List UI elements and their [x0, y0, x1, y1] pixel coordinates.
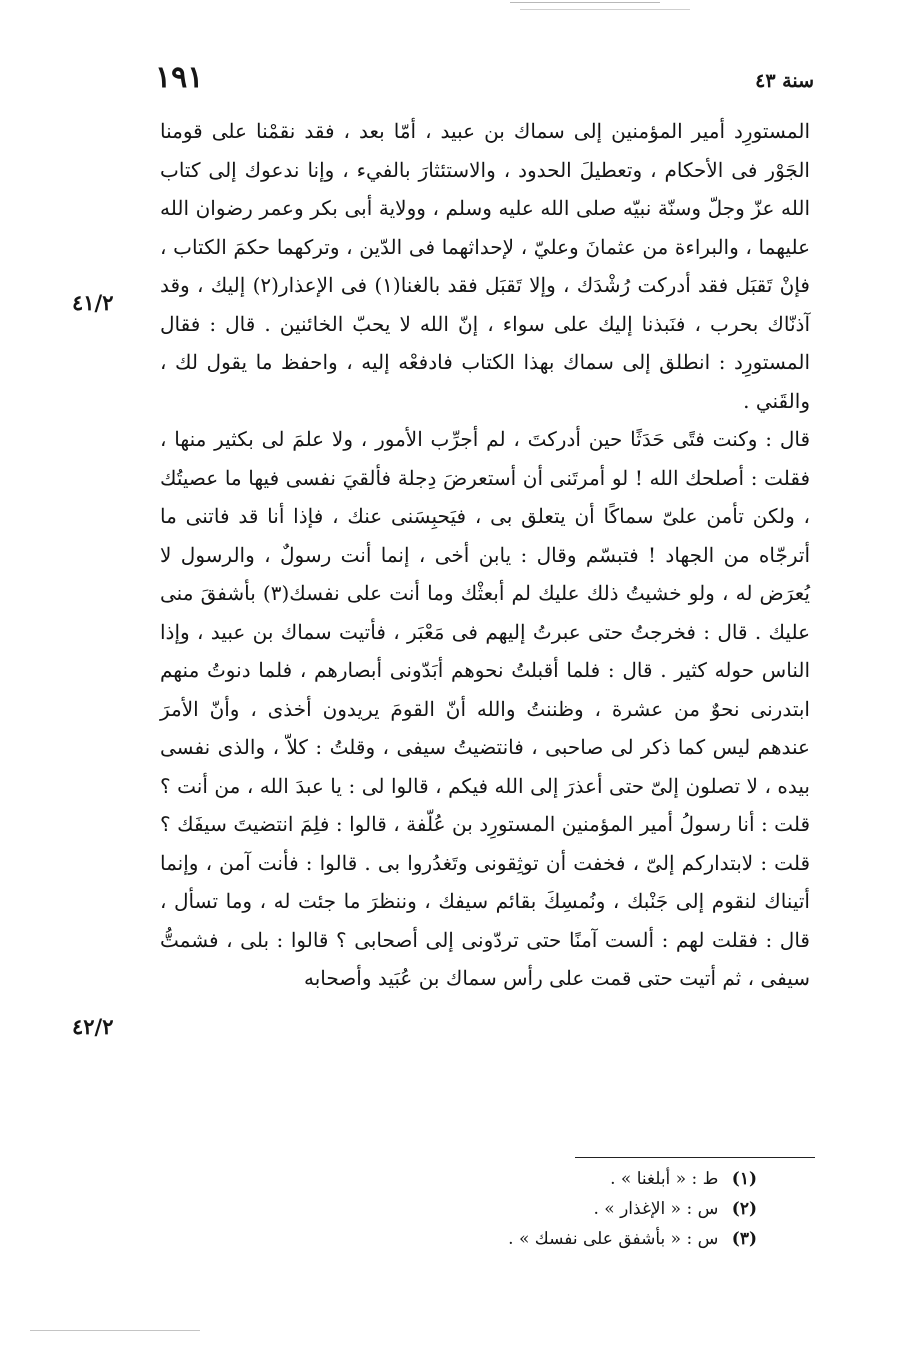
footnote-separator	[575, 1157, 815, 1158]
footnote-number: (٣)	[731, 1229, 757, 1249]
page-number: ١٩١	[155, 60, 204, 95]
running-head: سنة ٤٣	[755, 70, 814, 92]
margin-reference-1: ٤١/٢	[72, 290, 114, 315]
margin-reference-2: ٤٢/٢	[72, 1014, 114, 1039]
main-text	[160, 112, 810, 998]
footnote-3	[508, 1224, 757, 1254]
footnote-number: (١)	[731, 1169, 757, 1189]
footnotes	[508, 1164, 757, 1254]
top-edge-line-2	[520, 9, 690, 10]
paragraph-2: قال : وكنت فتًى حَدَثًا حين أدركتَ ، لم أجرِّب الأمور ، ولا علمَ لى بكثير منها ، فقلت : أصلحك الله ! لو أمرتَنى أن أستعرضَ دِجلة فألقيَ نفسى فيها ما عصيتُك ، ولكن تأمن علىّ سماكًا أن يتعلق بى ، فيَحبِسَنى عنك ، فإذا أنا قد فاتنى ما أترجّاه من الجهاد ! فتبسّم وقال : يابن أخى ، إنما أنت رسولٌ ، والرسول لا يُعرَض له ، ولو خشيتُ ذلك عليك لم أبعثْك وما أنت على نفسك(٣) بأشفقَ منى عليك . قال : فخرجتُ حتى عبرتُ إليهم فى مَعْبَر ، فأتيت سماك بن عبيد ، وإذا الناس حوله كثير . قال : فلما أقبلتُ نحوهم أبَدّونى أبصارهم ، فلما دنوتُ منهم ابتدرنى نحوٌ من عشرة ، وظننتُ والله أنّ القومَ يريدون أخذى ، وأنّ الأمرَ عندهم ليس كما ذكر لى صاحبى ، فانتضيتُ سيفى ، وقلتُ : كلاّ ، والذى نفسى بيده ، لا تصلون إلىّ حتى أعذرَ إلى الله فيكم ، قالوا لى : يا عبدَ الله ، من أنت ؟ قلت : أنا رسولُ أمير المؤمنين المستورِد بن عُلّفة ، قالوا : فلِمَ انتضيتَ سيفَك ؟ قلت : لابتداركم إلىّ ، فخفت أن توثِقونى وتَغدُروا بى . قالوا : فأنت آمن ، وإنما أتيناك لنقوم إلى جَنْبك ، ونُمسِكَ بقائم سيفك ، وننظرَ ما جئت له ، وما تسأل ، قال : فقلت لهم : ألست آمنًا حتى تردّونى إلى أصحابى ؟ قالوا : بلى ، فشمتُّ سيفى ، ثم أتيت حتى قمت على رأس سماك بن عُبَيد وأصحابه	[160, 427, 810, 990]
footnote-1	[508, 1164, 757, 1194]
footnote-2	[508, 1194, 757, 1224]
footnote-number: (٢)	[731, 1199, 757, 1219]
paragraph-1: المستورِد أمير المؤمنين إلى سماك بن عبيد ، أمّا بعد ، فقد نقمْنا على قومنا الجَوْر فى الأحكام ، وتعطيلَ الحدود ، والاستئثارَ بالفيء ، وإنا ندعوك إلى كتاب الله عزّ وجلّ وسنّة نبيّه صلى الله عليه وسلم ، وولاية أبى بكر وعمر رضوان الله عليهما ، والبراءة من عثمانَ وعليّ ، لإحداثهما فى الدّين ، وتركهما حكمَ الكتاب ، فإنْ تَقبَل فقد أدركت رُشْدَك ، وإلا تَقبَل فقد بالغنا(١) فى الإعذار(٢) إليك ، وقد آذنّاك بحرب ، فنَبذنا إليك على سواء ، إنّ الله لا يحبّ الخائنين . قال : فقال المستورِد : انطلق إلى سماك بهذا الكتاب فادفعْه إليه ، واحفظ ما يقول لك ، والقَني .	[160, 119, 810, 413]
footnote-text: ط : « أبلغنا » .	[610, 1169, 719, 1189]
top-edge-line	[510, 2, 660, 3]
footnote-text: س : « بأشفق على نفسك » .	[508, 1229, 719, 1249]
bottom-edge-line	[30, 1330, 200, 1331]
footnote-text: س : « الإغذار » .	[593, 1199, 719, 1219]
